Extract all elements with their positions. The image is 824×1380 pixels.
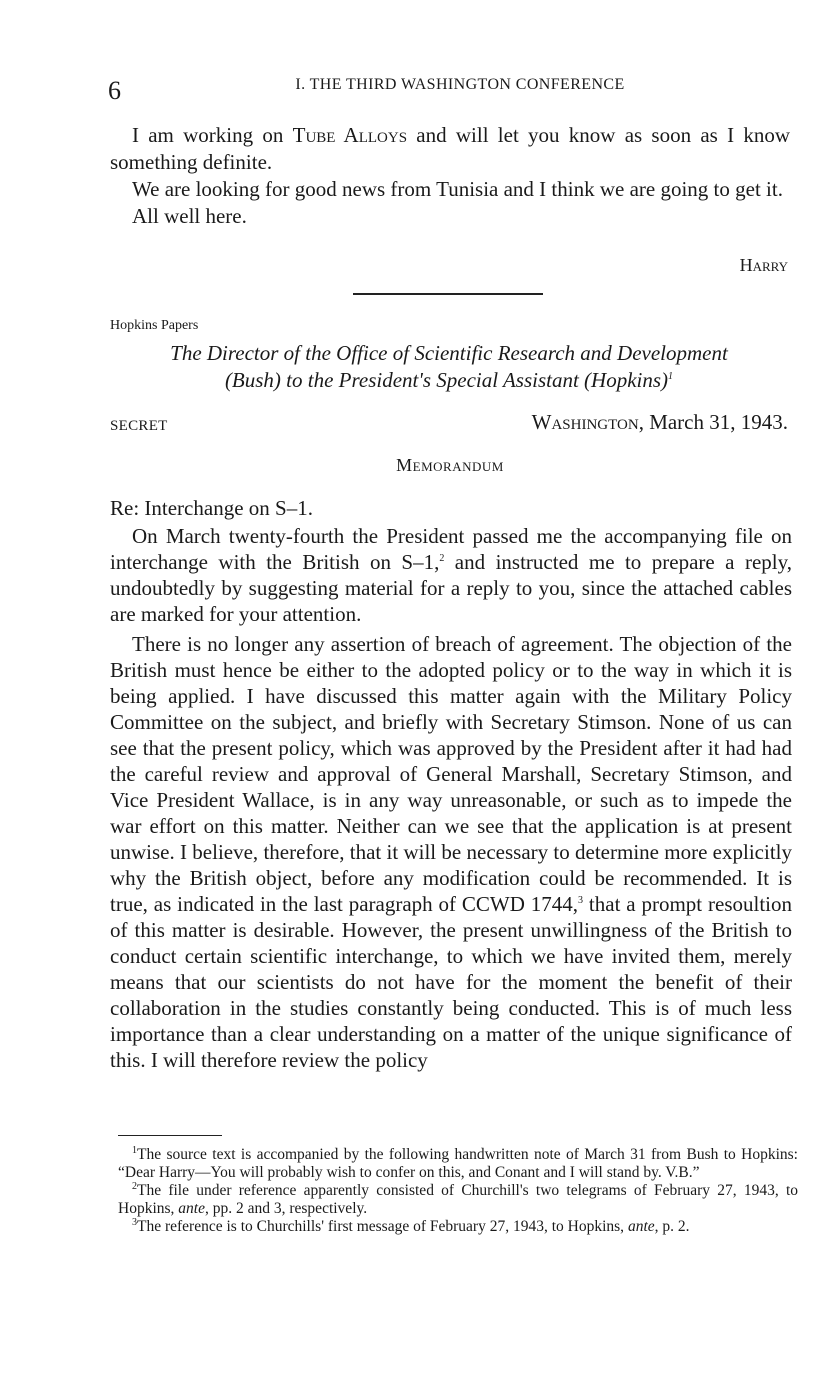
memo-title: Memorandum: [396, 455, 504, 475]
footnote-text-italic: ante: [178, 1200, 205, 1217]
section-divider: [353, 293, 543, 295]
subject-line: Re: Interchange on S–1.: [110, 496, 313, 520]
footnote-text-italic: ante: [627, 1218, 655, 1235]
footnote-text: The source text is accompanied by the following handwritten note of March 31 from Bush to Hopkins: “Dear Harry—You will probably wish to confer on this, and Conant and I will stand by. V.B.”: [118, 1146, 798, 1181]
body-text-run: that a prompt resoultion of this matter is desirable. However, the present unwillingness of the British to conduct certain scientific interchange, to which we have invited them, merely means that our scientists do not have for the moment the benefit of their collaboration in the studies constantly being conducted. This is of much less importance than a clear understanding on a matter of the unique significance of this. I will therefore review the policy: [110, 892, 792, 1072]
letter-paragraph: [110, 122, 790, 176]
body-paragraph: [110, 631, 792, 1073]
footnote: [118, 1146, 798, 1182]
body-text-run: and instructed me to prepare a reply, undoubtedly by suggesting material for a reply to you, since the attached cables are marked for your attention.: [110, 550, 792, 626]
document-heading: [108, 340, 790, 394]
page-number: 6: [108, 76, 121, 105]
letter-paragraph: All well here.: [132, 204, 247, 228]
dateline-date: , March 31, 1943.: [638, 410, 788, 434]
body-text-run: On March twenty-fourth the President passed me the accompanying file on interchange with the British on S–1,: [110, 524, 792, 574]
dateline-place: Washington: [531, 410, 639, 434]
letter-paragraph: We are looking for good news from Tunisia and I think we are going to get it.: [132, 177, 783, 201]
footnote-text: , p. 2.: [654, 1218, 690, 1235]
footnote: [118, 1218, 798, 1236]
footnote: [118, 1182, 798, 1218]
letter-text-run: I am working on: [132, 123, 293, 147]
body-paragraph: [110, 523, 792, 627]
memo-body: [110, 495, 792, 1073]
footnote-marker: 2: [439, 553, 445, 564]
footnote-number: 1: [132, 1144, 137, 1156]
footnote-divider: [118, 1135, 222, 1136]
footnotes: [118, 1146, 798, 1236]
running-head: I. THE THIRD WASHINGTON CONFERENCE: [295, 76, 625, 93]
heading-line-1: The Director of the Office of Scientific Research and Development: [170, 341, 728, 365]
body-text-run: There is no longer any assertion of breach of agreement. The objection of the British must hence be either to the adopted policy or to the way in which it is being applied. I have discussed this matter again with the Military Policy Committee on the subject, and briefly with Secretary Stimson. None of us can see that the present policy, which was approved by the President after it had had the careful review and approval of General Marshall, Secretary Stimson, and Vice President Wallace, is in any way unreasonable, or such as to impede the war effort on this matter. Neither can we see that the application is at present unwise. I believe, therefore, that it will be necessary to determine more explicitly why the British object, before any modification could be recommended. It is true, as indicated in the last paragraph of CCWD 1744,: [110, 632, 792, 916]
letter-text: [110, 122, 790, 230]
dateline: [532, 410, 788, 435]
footnote-number: 2: [132, 1180, 137, 1192]
classification-label: SECRET: [110, 418, 168, 434]
tube-alloys-term: Tube Alloys: [292, 123, 408, 147]
footnote-text: , pp. 2 and 3, respectively.: [204, 1200, 368, 1217]
footnote-marker: 1: [668, 371, 674, 382]
heading-line-2-text: (Bush) to the President's Special Assistant (Hopkins): [224, 368, 669, 392]
footnote-marker: 3: [578, 895, 584, 906]
signature: Harry: [739, 255, 788, 275]
footnote-text: The file under reference apparently consisted of Churchill's two telegrams of February 27, 1943, to Hopkins,: [118, 1182, 798, 1217]
source-line: Hopkins Papers: [110, 318, 199, 333]
letter-text-run: and will let you know as soon as I know something definite.: [110, 123, 790, 174]
heading-line-2: [108, 367, 790, 394]
footnote-text: The reference is to Churchills' first message of February 27, 1943, to Hopkins,: [137, 1218, 628, 1235]
footnote-number: 3: [132, 1216, 137, 1228]
